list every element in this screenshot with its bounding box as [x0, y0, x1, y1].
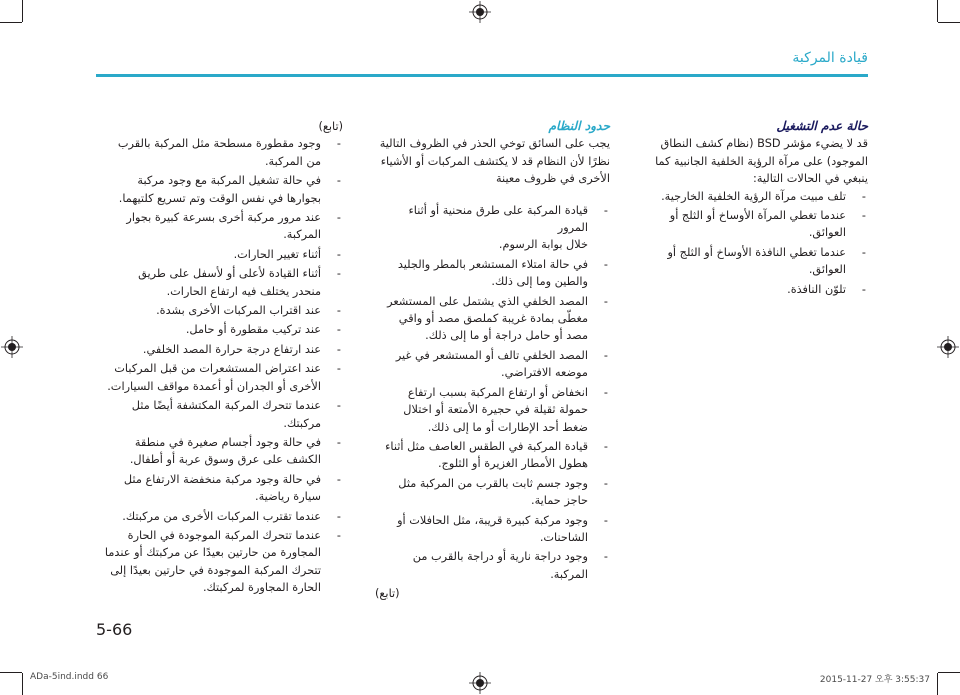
chapter-title: قيادة المركبة	[792, 50, 868, 66]
bullet-item-line: حاجز حماية.	[531, 494, 588, 508]
bullet-item-line: المركبة.	[550, 567, 588, 581]
bullet-item	[98, 471, 343, 506]
dash-icon: -	[603, 476, 608, 490]
bullet-list	[640, 188, 868, 298]
bullet-item-line: عند تركيب مقطورة أو حامل.	[185, 323, 321, 337]
bullet-item	[98, 246, 343, 263]
bullet-item	[98, 341, 343, 358]
bullet-item-line: الأخرى أو الجدران أو أعمدة مواقف السيارات.	[107, 379, 321, 393]
bullet-item-line: أثناء تغيير الحارات.	[233, 247, 321, 261]
bullet-item-line: والطين وما إلى ذلك.	[491, 275, 588, 289]
bullet-item	[640, 207, 868, 242]
bullet-item-line: ضغط أحد الإطارات أو ما إلى ذلك.	[427, 420, 588, 434]
bullet-item-line: في حالة تشغيل المركبة مع وجود مركبة	[137, 174, 321, 188]
dash-icon: -	[861, 245, 866, 259]
bullet-item	[98, 135, 343, 170]
dash-icon: -	[603, 513, 608, 527]
bullet-item	[98, 360, 343, 395]
bullet-item-line: عندما تقترب المركبات الأخرى من مركبتك.	[122, 509, 321, 523]
dash-icon: -	[336, 247, 341, 261]
intro-line: الموجود) على مرآة الرؤية الخلفية الجانبية كما	[655, 154, 868, 168]
column-non-operating-conditions	[640, 118, 868, 300]
continued-label: (تابع)	[375, 587, 400, 601]
bullet-item	[640, 244, 868, 279]
bullet-item-line: عندما تغطي النافذة الأوساخ أو الثلج أو	[667, 245, 846, 259]
intro-line: ينبغي في الحالات التالية:	[753, 172, 868, 186]
crop-mark	[22, 0, 23, 22]
bullet-item-line: عند مرور مركبة أخرى بسرعة كبيرة بجوار	[126, 211, 321, 225]
registration-mark-icon	[469, 672, 491, 694]
bullet-item-line: مركبتك.	[283, 416, 321, 430]
intro-line: قد لا يضيء مؤشر BSD (نظام كشف النطاق	[660, 137, 868, 151]
bullet-item-line: الكشف على عرق وسوق عربة أو أطفال.	[129, 453, 321, 467]
intro-line: الأخرى في ظروف معينة	[496, 172, 610, 186]
bullet-item-line: تلف مبيت مرآة الرؤية الخلفية الخارجية.	[661, 189, 846, 203]
section-heading: حدود النظام	[548, 119, 610, 133]
dash-icon: -	[336, 137, 341, 151]
crop-mark	[0, 22, 22, 23]
registration-mark-icon	[937, 336, 959, 358]
bullet-list	[375, 202, 610, 584]
bullet-item-line: أثناء القيادة لأعلى أو لأسفل على طريق	[138, 267, 321, 281]
bullet-item	[98, 265, 343, 300]
bullet-item	[375, 475, 610, 510]
bullet-item-line: عند اعتراض المستشعرات من قبل المركبات	[114, 362, 321, 376]
bullet-item	[375, 548, 610, 583]
crop-mark	[938, 22, 960, 23]
crop-mark	[22, 673, 23, 695]
registration-mark-icon	[469, 1, 491, 23]
bullet-item-line: وجود مركبة كبيرة قريبة، مثل الحافلات أو	[397, 513, 588, 527]
bullet-item-line: المركبة.	[283, 228, 321, 242]
bullet-item-line: الشاحنات.	[539, 530, 588, 544]
bullet-item	[98, 172, 343, 207]
bullet-item-line: العوائق.	[808, 226, 846, 240]
dash-icon: -	[603, 203, 608, 217]
bullet-item-line: في حالة وجود مركبة منخفضة الارتفاع مثل	[123, 472, 321, 486]
bullet-item-line: حمولة ثقيلة في حجيرة الأمتعة أو اختلال	[403, 403, 588, 417]
crop-mark	[937, 0, 938, 22]
bullet-item	[375, 384, 610, 436]
bullet-item	[375, 438, 610, 473]
intro-line: نظرًا لأن النظام قد لا يكتشف المركبات أو الأشياء	[380, 154, 610, 168]
dash-icon: -	[336, 509, 341, 523]
crop-mark	[0, 672, 22, 673]
bullet-item-line: العوائق.	[808, 263, 846, 277]
bullet-item	[640, 188, 868, 205]
bullet-item	[375, 202, 610, 254]
bullet-item-line: تتحرك المركبة الموجودة في حارتين بعيدًا إلى	[110, 563, 321, 577]
dash-icon: -	[603, 294, 608, 308]
bullet-item-line: وجود مقطورة مسطحة مثل المركبة بالقرب	[117, 137, 321, 151]
page-number: 5-66	[96, 620, 133, 639]
bullet-item	[98, 434, 343, 469]
dash-icon: -	[336, 362, 341, 376]
dash-icon: -	[603, 385, 608, 399]
bullet-item	[375, 256, 610, 291]
dash-icon: -	[603, 439, 608, 453]
bullet-item-line: في حالة امتلاء المستشعر بالمطر والجليد	[397, 257, 588, 271]
dash-icon: -	[336, 399, 341, 413]
bullet-list	[98, 135, 343, 596]
section-intro	[375, 135, 610, 187]
bullet-item-line: خلال بوابة الرسوم.	[498, 238, 588, 252]
bullet-item-line: وجود دراجة نارية أو دراجة بالقرب من	[412, 550, 588, 564]
section-heading: حالة عدم التشغيل	[776, 119, 868, 133]
bullet-item-line: هطول الأمطار الغزيرة أو الثلوج.	[437, 457, 588, 471]
dash-icon: -	[603, 348, 608, 362]
dash-icon: -	[336, 174, 341, 188]
bullet-item-line: المجاورة من حارتين بعيدًا عن مركبتك أو عندما	[104, 546, 321, 560]
intro-line: يجب على السائق توخي الحذر في الظروف التالية	[379, 137, 610, 151]
bullet-item	[375, 512, 610, 547]
continued-label: (تابع)	[318, 120, 343, 133]
bullet-item	[640, 281, 868, 298]
bullet-item-line: منحدر يختلف فيه ارتفاع الحارات.	[166, 284, 321, 298]
header-rule	[96, 74, 868, 77]
section-intro	[640, 135, 868, 187]
bullet-item-line: مغطّى بمادة غريبة كملصق مصد أو واقي	[398, 312, 588, 326]
bullet-item-line: مصد أو حامل دراجة أو ما إلى ذلك.	[425, 329, 588, 343]
bullet-item-line: بجوارها في نفس الوقت وتم تسريع كلتيهما.	[118, 191, 321, 205]
dash-icon: -	[861, 209, 866, 223]
bullet-item-line: في حالة وجود أجسام صغيرة في منطقة	[134, 435, 321, 449]
dash-icon: -	[861, 189, 866, 203]
bullet-item-line: المصد الخلفي الذي يشتمل على المستشعر	[387, 294, 588, 308]
bullet-item-line: قيادة المركبة في الطقس العاصف مثل أثناء	[385, 439, 588, 453]
column-limitations-continued	[98, 118, 343, 599]
dash-icon: -	[336, 435, 341, 449]
registration-mark-icon	[1, 336, 23, 358]
bullet-item	[98, 527, 343, 597]
bullet-item	[98, 209, 343, 244]
bullet-item-line: عند ارتفاع درجة حرارة المصد الخلفي.	[142, 342, 321, 356]
bullet-item	[98, 397, 343, 432]
bullet-item	[375, 293, 610, 345]
bullet-item-line: عندما تتحرك المركبة المكتشفة أيضًا مثل	[131, 399, 321, 413]
dash-icon: -	[336, 211, 341, 225]
bullet-item	[98, 321, 343, 338]
dash-icon: -	[603, 550, 608, 564]
dash-icon: -	[336, 472, 341, 486]
bullet-item-line: المصد الخلفي تالف أو المستشعر في غير	[395, 348, 588, 362]
bullet-item	[98, 508, 343, 525]
footer-file-name: ADa-5ind.indd 66	[30, 672, 109, 682]
dash-icon: -	[336, 323, 341, 337]
column-system-limitations	[375, 118, 610, 603]
bullet-item-line: انخفاض أو ارتفاع المركبة بسبب ارتفاع	[407, 385, 588, 399]
dash-icon: -	[861, 282, 866, 296]
footer-timestamp: 2015-11-27 오후 3:55:37	[819, 675, 930, 685]
bullet-item-line: وجود جسم ثابت بالقرب من المركبة مثل	[398, 476, 588, 490]
bullet-item-line: عندما تغطي المرآة الأوساخ أو الثلج أو	[669, 209, 846, 223]
bullet-item-line: موضعه الافتراضي.	[501, 366, 588, 380]
dash-icon: -	[336, 342, 341, 356]
bullet-item-line: سيارة رياضية.	[255, 490, 321, 504]
bullet-item-line: من المركبة.	[264, 154, 321, 168]
bullet-item-line: الحارة المجاورة لمركبتك.	[202, 581, 321, 595]
bullet-item-line: قيادة المركبة على طرق منحنية أو أثناء المرور	[408, 203, 588, 235]
dash-icon: -	[336, 528, 341, 542]
dash-icon: -	[336, 267, 341, 281]
dash-icon: -	[603, 257, 608, 271]
bullet-item-line: عند اقتراب المركبات الأخرى بشدة.	[156, 304, 321, 318]
dash-icon: -	[336, 304, 341, 318]
crop-mark	[937, 673, 938, 695]
crop-mark	[938, 672, 960, 673]
bullet-item-line: عندما تتحرك المركبة الموجودة في الحارة	[127, 528, 321, 542]
bullet-item	[98, 302, 343, 319]
bullet-item	[375, 347, 610, 382]
bullet-item-line: تلوّن النافذة.	[787, 282, 846, 296]
